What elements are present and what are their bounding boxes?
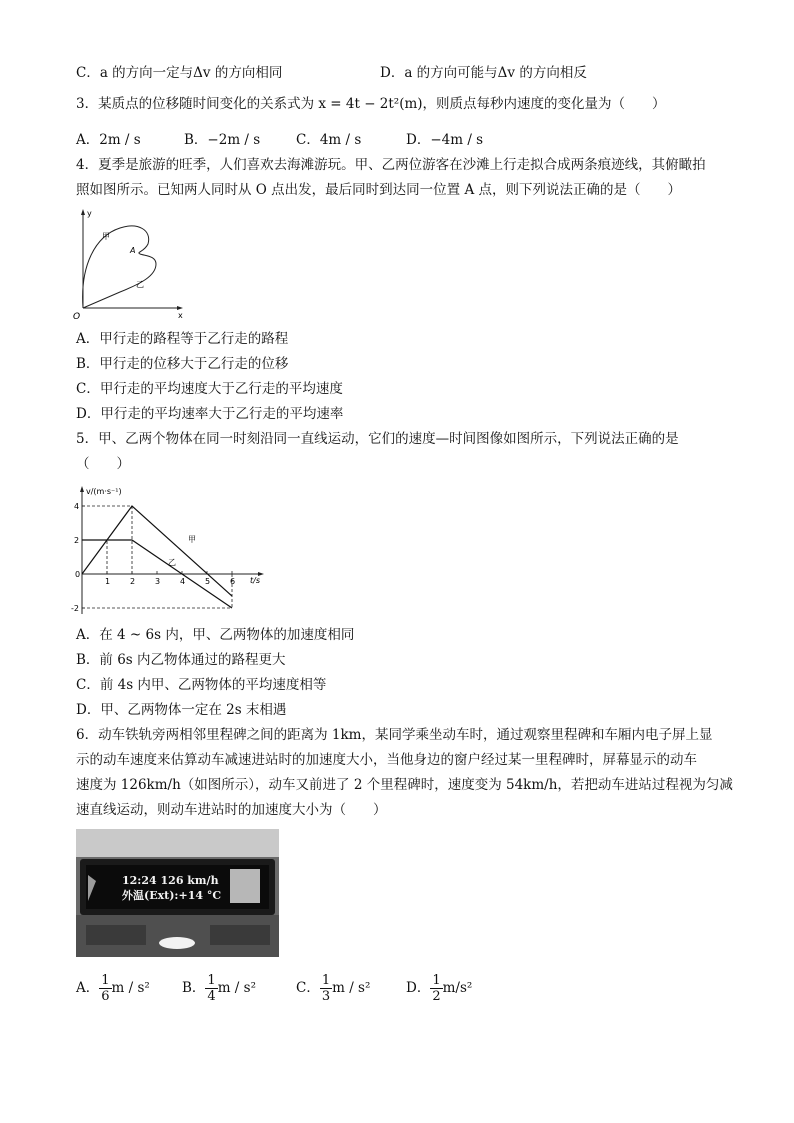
q6-option-a-unit: m / s²	[111, 980, 150, 996]
q6-stem-line-2: 示的动车速度来估算动车减速进站时的加速度大小，当他身边的窗户经过某一里程碑时，屏幕显示的动车	[76, 752, 697, 768]
q4-path-figure	[70, 206, 194, 322]
q3-option-a: A．2m / s	[76, 132, 141, 148]
q5-y-tick-label-1: 2	[74, 536, 80, 545]
q5-t-axis-label: t/s	[250, 576, 260, 585]
q4-path-jia	[83, 226, 149, 308]
q5-option-c: C．前 4s 内甲、乙两物体的平均速度相等	[76, 677, 327, 693]
q4-jia-label: 甲	[102, 232, 110, 241]
q6-option-b	[182, 970, 256, 1006]
q5-series-label-yi: 乙	[168, 558, 176, 567]
q6-option-d	[406, 970, 472, 1006]
q3-option-c: C．4m / s	[296, 132, 362, 148]
q3-stem: 3．某质点的位移随时间变化的关系式为 x = 4t − 2t²(m)，则质点每秒内速度的变化量为（ ）	[76, 96, 666, 112]
q4-option-d: D．甲行走的平均速率大于乙行走的平均速率	[76, 406, 344, 422]
q4-yi-label: 乙	[136, 280, 144, 289]
q6-option-b-denominator: 4	[207, 989, 216, 1004]
q6-train-screen-photo	[76, 829, 279, 957]
q5-option-b: B．前 6s 内乙物体通过的路程更大	[76, 652, 286, 668]
q4-option-c: C．甲行走的平均速度大于乙行走的平均速度	[76, 381, 343, 397]
q6-option-a-label: A．	[76, 980, 100, 996]
q5-x-tick-label-6: 6	[230, 577, 236, 586]
q6-screen-right-graphic-icon	[230, 869, 260, 903]
q6-option-a-numerator: 1	[101, 973, 110, 988]
q6-option-c-unit: m / s²	[332, 980, 371, 996]
q6-option-c	[296, 970, 370, 1006]
q4-stem-line-1: 4．夏季是旅游的旺季，人们喜欢去海滩游玩。甲、乙两位游客在沙滩上行走拟合成两条痕迹线，其俯瞰拍	[76, 157, 706, 173]
q4-option-a: A．甲行走的路程等于乙行走的路程	[76, 331, 289, 347]
q5-v-axis-label: v/(m·s⁻¹)	[86, 487, 122, 496]
q3-option-d: D．−4m / s	[406, 132, 484, 148]
q4-option-b: B．甲行走的位移大于乙行走的位移	[76, 356, 289, 372]
q6-stem-line-1: 6．动车铁轨旁两相邻里程碑之间的距离为 1km，某同学乘坐动车时，通过观察里程碑和车厢内电子屏上显	[76, 727, 713, 743]
q4-y-arrow-icon	[81, 209, 85, 215]
q4-point-a-label: A	[130, 246, 136, 255]
q6-option-b-unit: m / s²	[217, 980, 256, 996]
q6-option-c-denominator: 3	[321, 989, 331, 1004]
q4-path-yi	[83, 254, 156, 308]
q2-option-d: D．a 的方向可能与Δv 的方向相反	[380, 65, 587, 81]
q5-v-arrow-icon	[80, 486, 84, 492]
q5-vt-chart	[64, 480, 274, 620]
q5-y-tick-label-2: -2	[71, 604, 79, 613]
q6-stem-line-3: 速度为 126km/h（如图所示），动车又前进了 2 个里程碑时，速度变为 54km/h，若把动车进站过程视为匀减	[76, 777, 733, 793]
q6-option-d-label: D．	[406, 980, 431, 996]
q5-x-tick-label-4: 4	[180, 577, 186, 586]
q6-option-c-numerator: 1	[321, 973, 331, 988]
q6-option-b-label: B．	[182, 980, 206, 996]
q6-screen-speed-text: 12:24 126 km/h	[122, 874, 219, 887]
q6-option-d-unit: m/s²	[442, 980, 473, 996]
q6-stem-line-4: 速直线运动，则动车进站时的加速度大小为（ ）	[76, 802, 387, 818]
q6-option-b-numerator: 1	[207, 973, 216, 988]
q2-option-c: C．a 的方向一定与Δv 的方向相同	[76, 65, 283, 81]
q6-option-d-numerator: 1	[432, 973, 441, 988]
q6-ceiling-light	[159, 937, 195, 949]
q5-stem-line-1: 5．甲、乙两个物体在同一时刻沿同一直线运动，它们的速度—时间图像如图所示，下列说法正确的是	[76, 431, 679, 447]
q6-option-a-denominator: 6	[101, 989, 110, 1004]
q6-option-d-denominator: 2	[432, 989, 441, 1004]
q6-screen-temp-text: 外温(Ext):+14 °C	[122, 889, 222, 902]
q5-option-d: D．甲、乙两物体一定在 2s 末相遇	[76, 702, 287, 718]
q5-series-label-jia: 甲	[188, 535, 196, 544]
q6-option-a	[76, 970, 150, 1006]
q4-origin-label: O	[73, 312, 81, 322]
q4-x-arrow-icon	[177, 306, 183, 310]
q4-stem-line-2: 照如图所示。已知两人同时从 O 点出发，最后同时到达同一位置 A 点，则下列说法正确的是（ ）	[76, 182, 681, 198]
q5-x-tick-label-3: 3	[155, 577, 161, 586]
q5-option-a: A．在 4 ~ 6s 内，甲、乙两物体的加速度相同	[76, 627, 355, 643]
q5-y-tick-label-0: 4	[74, 502, 80, 511]
q3-option-b: B．−2m / s	[184, 132, 261, 148]
q4-y-label: y	[87, 209, 92, 218]
q5-x-tick-label-1: 1	[105, 577, 111, 586]
q6-option-c-label: C．	[296, 980, 320, 996]
q5-x-tick-label-2: 2	[130, 577, 136, 586]
q5-stem-line-2: （ ）	[76, 456, 130, 472]
q5-x-tick-label-5: 5	[205, 577, 211, 586]
q5-origin-label: 0	[75, 570, 81, 579]
q4-x-label: x	[178, 311, 183, 320]
